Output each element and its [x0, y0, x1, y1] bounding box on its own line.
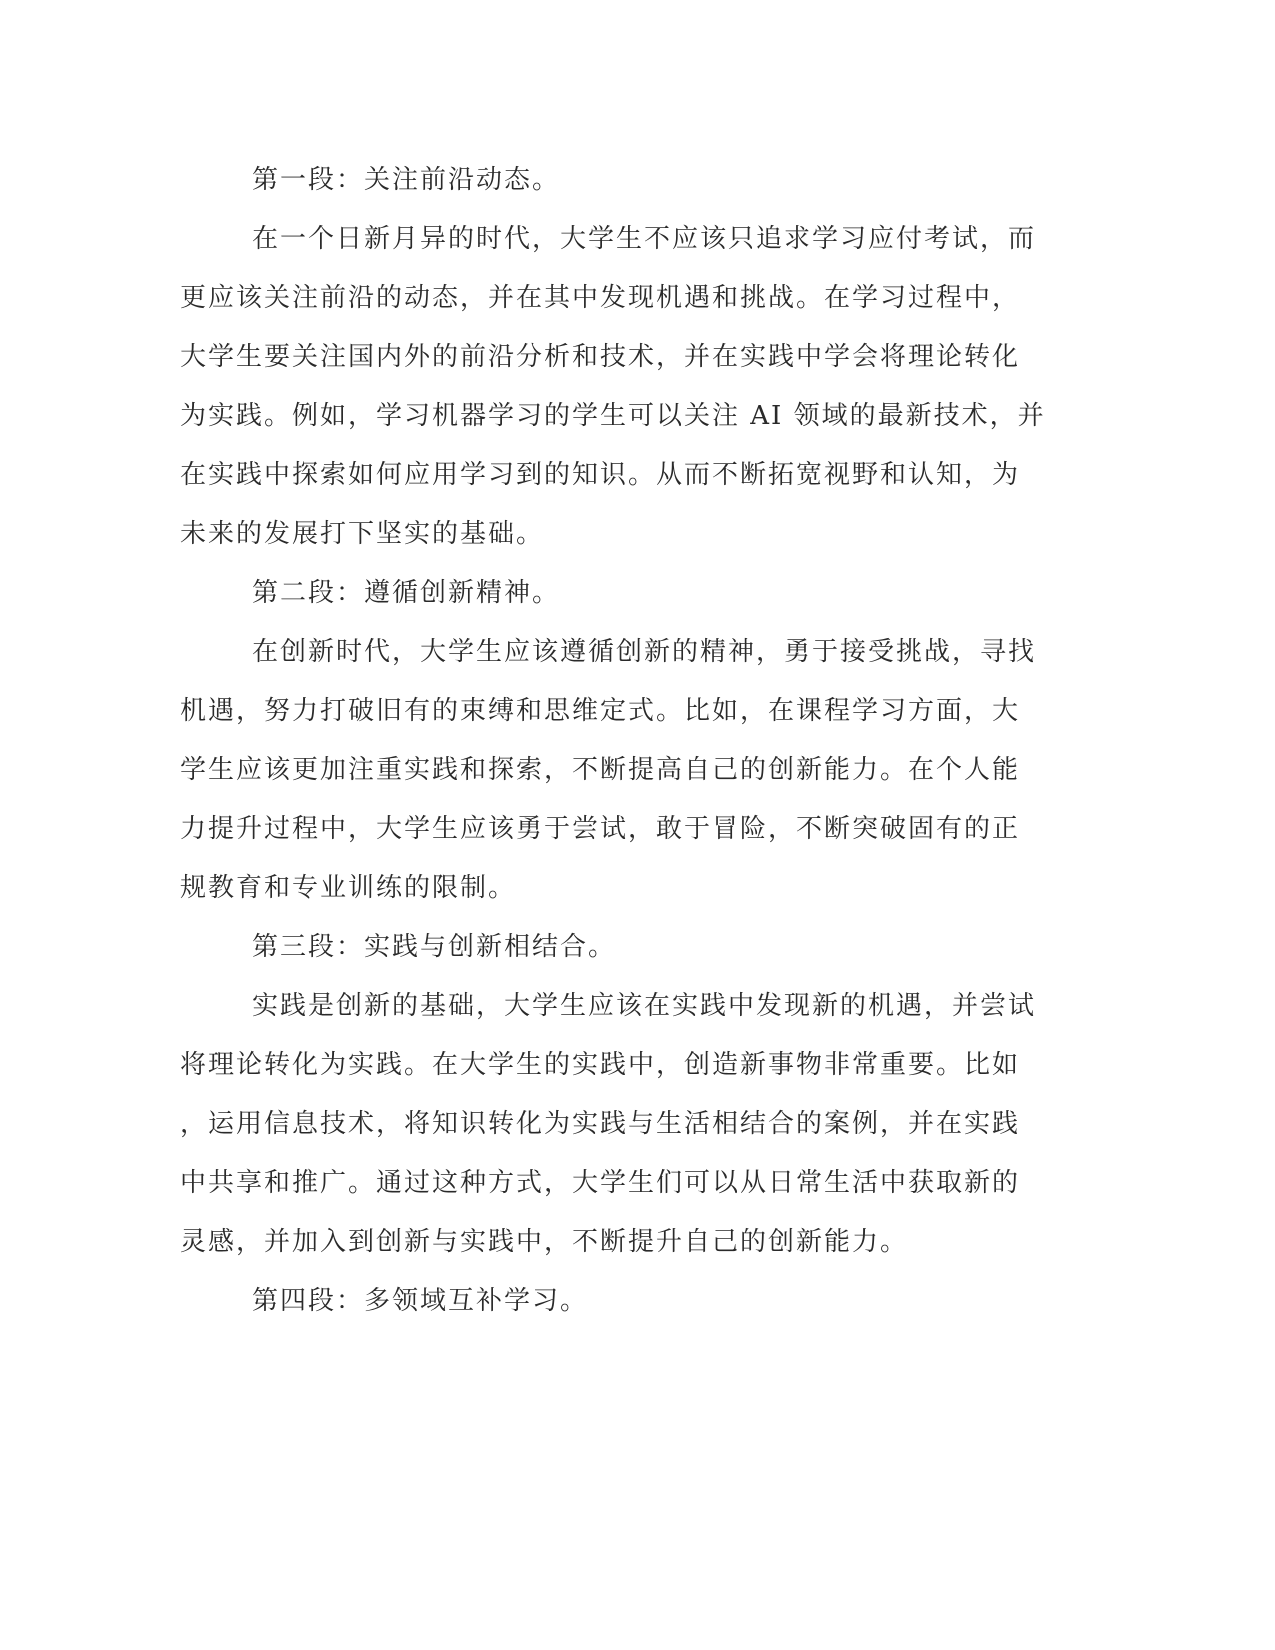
paragraph-line: 力提升过程中，大学生应该勇于尝试，敢于冒险，不断突破固有的正 [180, 814, 1021, 844]
paragraph-line: 未来的发展打下坚实的基础。 [180, 519, 545, 549]
paragraph-line: 学生应该更加注重实践和探索，不断提高自己的创新能力。在个人能 [180, 755, 1021, 785]
paragraph-line: 大学生要关注国内外的前沿分析和技术，并在实践中学会将理论转化 [180, 342, 1021, 372]
paragraph-line: 在创新时代，大学生应该遵循创新的精神，勇于接受挑战，寻找 [252, 637, 1037, 667]
paragraph-line: 中共享和推广。通过这种方式，大学生们可以从日常生活中获取新的 [180, 1168, 1021, 1198]
paragraph-line: 为实践。例如，学习机器学习的学生可以关注 AI 领域的最新技术，并 [180, 401, 1046, 431]
paragraph-line: 灵感，并加入到创新与实践中，不断提升自己的创新能力。 [180, 1227, 909, 1257]
paragraph-line: 规教育和专业训练的限制。 [180, 873, 517, 903]
section-heading: 第三段：实践与创新相结合。 [252, 932, 617, 962]
paragraph-line: 在实践中探索如何应用学习到的知识。从而不断拓宽视野和认知，为 [180, 460, 1021, 490]
paragraph-line: 机遇，努力打破旧有的束缚和思维定式。比如，在课程学习方面，大 [180, 696, 1021, 726]
paragraph-line: ，运用信息技术，将知识转化为实践与生活相结合的案例，并在实践 [180, 1109, 1021, 1139]
paragraph-line: 更应该关注前沿的动态，并在其中发现机遇和挑战。在学习过程中， [180, 283, 1021, 313]
section-heading: 第四段：多领域互补学习。 [252, 1286, 589, 1316]
paragraph-line: 将理论转化为实践。在大学生的实践中，创造新事物非常重要。比如 [180, 1050, 1021, 1080]
section-heading: 第一段：关注前沿动态。 [252, 165, 561, 195]
paragraph-line: 实践是创新的基础，大学生应该在实践中发现新的机遇，并尝试 [252, 991, 1037, 1021]
paragraph-line: 在一个日新月异的时代，大学生不应该只追求学习应付考试，而 [252, 224, 1037, 254]
section-heading: 第二段：遵循创新精神。 [252, 578, 561, 608]
